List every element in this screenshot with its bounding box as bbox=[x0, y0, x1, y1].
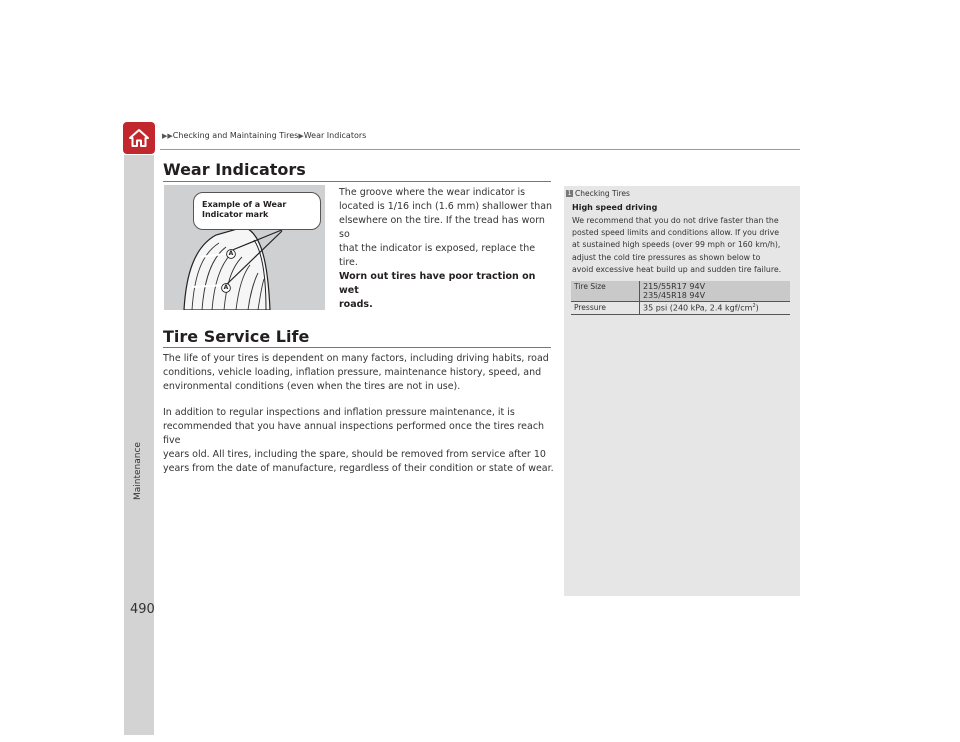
text-line: years old. All tires, including the spare, should be removed from service after 10 bbox=[163, 449, 546, 460]
page-number: 490 bbox=[130, 602, 155, 617]
wear-indicators-title: Wear Indicators bbox=[163, 160, 306, 179]
table-cell-label: Pressure bbox=[571, 302, 640, 315]
triangle-right-icon: ▶▶ bbox=[162, 132, 173, 140]
wear-indicator-callout bbox=[193, 192, 321, 230]
pressure-value: 35 psi (240 kPa, 2.4 kgf/cm bbox=[643, 303, 753, 313]
text-line: located is 1/16 inch (1.6 mm) shallower than bbox=[339, 201, 553, 212]
text-line: avoid excessive heat build up and sudden tire failure. bbox=[572, 264, 782, 274]
tire-size-value: 235/45R18 94V bbox=[643, 291, 706, 300]
tire-size-value: 215/55R17 94V bbox=[643, 282, 706, 291]
tire-service-life-title: Tire Service Life bbox=[163, 327, 310, 346]
tire-pressure-table bbox=[571, 281, 790, 315]
text-line: The life of your tires is dependent on many factors, including driving habits, road bbox=[163, 353, 549, 364]
breadcrumb-link-checking-tires[interactable]: Checking and Maintaining Tires bbox=[172, 131, 299, 140]
text-line: conditions, vehicle loading, inflation pressure, maintenance history, speed, and bbox=[163, 367, 542, 378]
text-line: recommended that you have annual inspections performed once the tires reach five bbox=[163, 421, 545, 446]
title-divider bbox=[163, 181, 551, 182]
note-heading bbox=[566, 189, 630, 198]
text-line: The groove where the wear indicator is bbox=[339, 187, 526, 198]
home-icon bbox=[128, 128, 150, 148]
breadcrumb bbox=[162, 131, 366, 140]
text-line: years from the date of manufacture, regardless of their condition or state of wear. bbox=[163, 463, 554, 474]
table-row bbox=[571, 302, 790, 315]
home-button[interactable] bbox=[123, 122, 155, 154]
pressure-superscript: 2 bbox=[752, 303, 756, 309]
text-line: roads. bbox=[339, 299, 373, 310]
text-line: adjust the cold tire pressures as shown below to bbox=[572, 252, 761, 262]
marker-a-label: A bbox=[228, 250, 234, 257]
text-line: at sustained high speeds (over 99 mph or 160 km/h), bbox=[572, 240, 781, 250]
text-line: elsewhere on the tire. If the tread has worn so bbox=[339, 215, 545, 240]
section-tab-label: Maintenance bbox=[133, 442, 143, 500]
note-heading-link[interactable]: Checking Tires bbox=[575, 189, 630, 198]
tire-service-life-paragraph-2 bbox=[163, 406, 555, 476]
table-cell-value bbox=[640, 281, 791, 302]
wear-indicators-paragraph bbox=[339, 186, 553, 312]
text-line: In addition to regular inspections and inflation pressure maintenance, it is bbox=[163, 407, 515, 418]
table-row bbox=[571, 281, 790, 302]
note-paragraph bbox=[572, 215, 798, 276]
callout-line: Indicator mark bbox=[202, 210, 269, 219]
marker-a-label: A bbox=[223, 284, 229, 291]
text-line: environmental conditions (even when the tires are not in use). bbox=[163, 381, 461, 392]
title-divider bbox=[163, 347, 551, 348]
text-line: posted speed limits and conditions allow. If you drive bbox=[572, 228, 780, 238]
note-badge-icon: 1 bbox=[567, 190, 572, 197]
warning-text bbox=[339, 270, 553, 312]
triangle-right-icon: ▶ bbox=[298, 132, 304, 140]
callout-line: Example of a Wear bbox=[202, 200, 287, 209]
text-line: that the indicator is exposed, replace the tire. bbox=[339, 243, 536, 268]
table-cell-value bbox=[640, 302, 791, 315]
note-subheading: High speed driving bbox=[572, 203, 658, 212]
text-line: Worn out tires have poor traction on wet bbox=[339, 271, 536, 296]
breadcrumb-current: Wear Indicators bbox=[303, 131, 367, 140]
table-cell-label: Tire Size bbox=[571, 281, 640, 302]
tire-service-life-paragraph-1 bbox=[163, 352, 555, 394]
pressure-close: ) bbox=[755, 303, 759, 313]
text-line: We recommend that you do not drive faster than the bbox=[572, 216, 779, 225]
header-divider bbox=[160, 149, 800, 150]
